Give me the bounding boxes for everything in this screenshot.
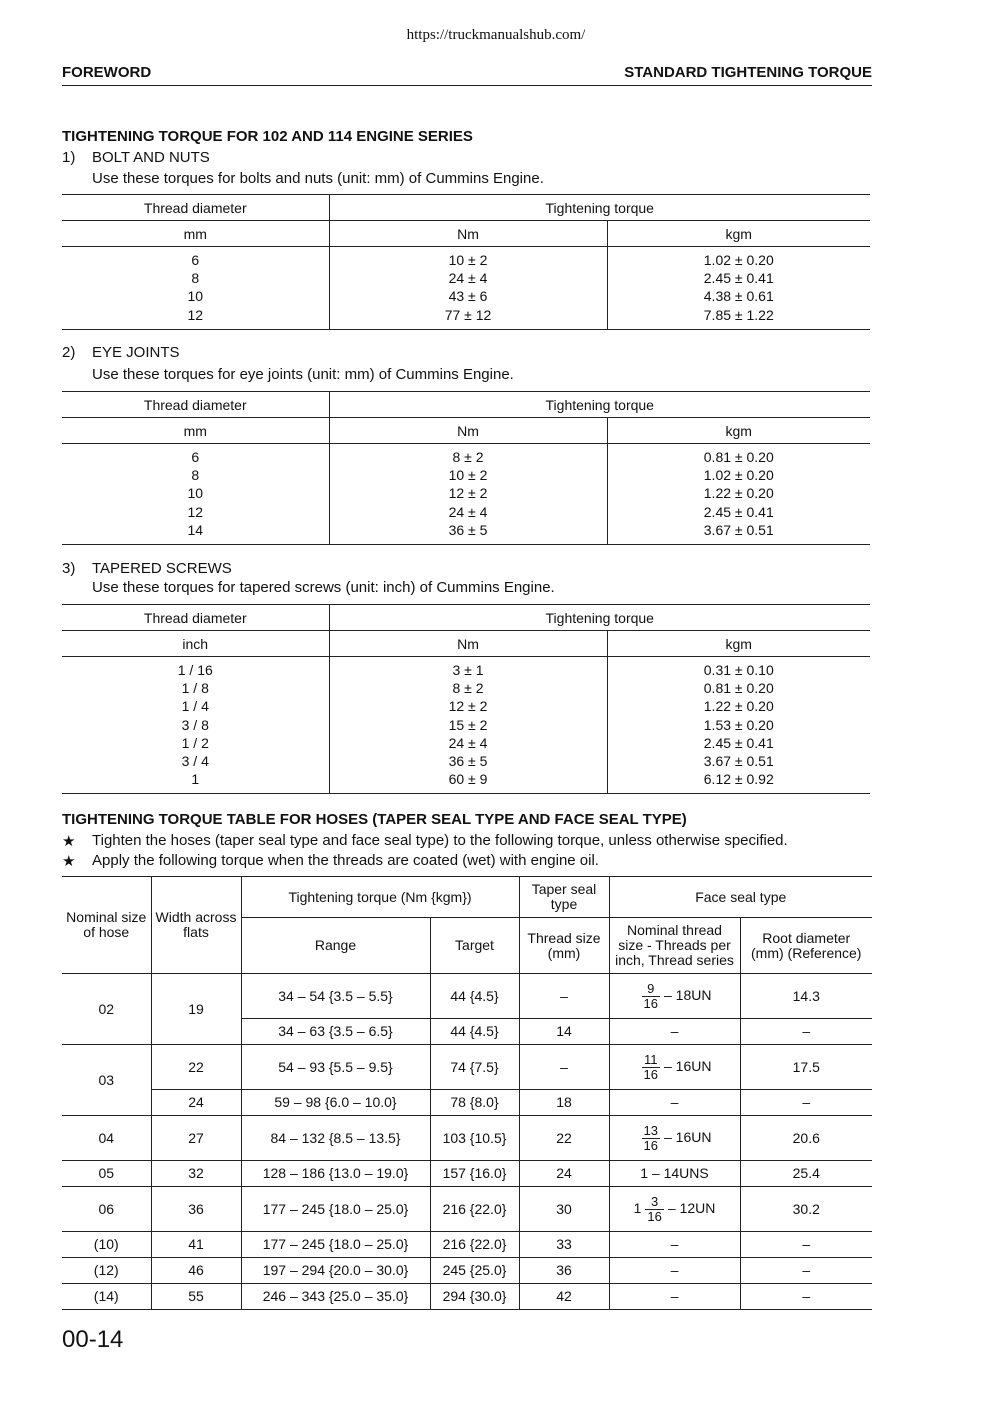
cell-diameter: 1 / 4 bbox=[181, 698, 209, 715]
cell-root: 17.5 bbox=[740, 1045, 872, 1090]
eye-description: Use these torques for eye joints (unit: mm) of Cummins Engine. bbox=[92, 366, 514, 383]
cell-width: 55 bbox=[151, 1284, 241, 1310]
cell-width: 41 bbox=[151, 1232, 241, 1258]
table-row bbox=[62, 1187, 872, 1232]
table-unit-row bbox=[62, 631, 870, 657]
header-thread-diameter: Thread diameter bbox=[62, 605, 329, 631]
unit-thread: mm bbox=[62, 221, 329, 247]
bolts-label: BOLT AND NUTS bbox=[92, 149, 210, 166]
cell-target: 216 {22.0} bbox=[430, 1187, 519, 1232]
cell-width: 24 bbox=[151, 1090, 241, 1116]
header-range: Range bbox=[241, 918, 430, 974]
cell-diameter: 1 / 8 bbox=[181, 680, 209, 697]
cell-diameter: 12 bbox=[187, 306, 204, 323]
cell-root: – bbox=[740, 1232, 872, 1258]
cell-size: (14) bbox=[62, 1284, 151, 1310]
cell-nm: 77 ± 12 bbox=[444, 306, 492, 323]
cell-root: – bbox=[740, 1284, 872, 1310]
cell-target: 74 {7.5} bbox=[430, 1045, 519, 1090]
cell-range: 177 – 245 {18.0 – 25.0} bbox=[241, 1232, 430, 1258]
cell-kgm: 0.31 ± 0.10 bbox=[703, 662, 774, 678]
cell-range: 34 – 54 {3.5 – 5.5} bbox=[241, 974, 430, 1019]
cell-size: 05 bbox=[62, 1161, 151, 1187]
header-nominal-thread-size: Nominal thread size - Threads per inch, Thread series bbox=[609, 918, 740, 974]
page-header bbox=[62, 63, 872, 86]
eye-joints-table bbox=[62, 391, 870, 545]
header-width-across-flats: Width across flats bbox=[151, 877, 241, 974]
fraction: $\frac{13}{16}$ bbox=[643, 1122, 658, 1153]
section2-title: TIGHTENING TORQUE TABLE FOR HOSES (TAPER SEAL TYPE AND FACE SEAL TYPE) bbox=[62, 811, 687, 828]
cell-diameter: 1 bbox=[191, 771, 200, 788]
cell-thread: – bbox=[519, 974, 609, 1019]
cell-kgm: 1.02 ± 0.20 bbox=[703, 252, 774, 268]
cell-thread: 14 bbox=[519, 1019, 609, 1045]
cell-nominal-thread: – bbox=[609, 1284, 740, 1310]
header-nominal-size: Nominal size of hose bbox=[62, 877, 151, 974]
cell-nm: 8 ± 2 bbox=[452, 680, 484, 697]
cell-thread: 22 bbox=[519, 1116, 609, 1161]
cell-size: 06 bbox=[62, 1187, 151, 1232]
cell-root: – bbox=[740, 1090, 872, 1116]
source-url[interactable]: https://truckmanualshub.com/ bbox=[406, 27, 586, 43]
unit-nm: Nm bbox=[329, 418, 607, 444]
cell-target: 103 {10.5} bbox=[430, 1116, 519, 1161]
cell-range: 197 – 294 {20.0 – 30.0} bbox=[241, 1258, 430, 1284]
cell-kgm: 7.85 ± 1.22 bbox=[703, 306, 774, 323]
cell-diameter: 1 / 2 bbox=[181, 734, 209, 751]
unit-nm: Nm bbox=[329, 221, 607, 247]
tapered-description: Use these torques for tapered screws (unit: inch) of Cummins Engine. bbox=[92, 579, 555, 596]
table-row bbox=[62, 1116, 872, 1161]
cell-kgm: 1.02 ± 0.20 bbox=[703, 467, 774, 484]
cell-diameter: 8 bbox=[191, 270, 200, 287]
table-row bbox=[62, 1258, 872, 1284]
header-target: Target bbox=[430, 918, 519, 974]
cell-nominal-thread: – bbox=[609, 1090, 740, 1116]
cell-nm: 12 ± 2 bbox=[448, 485, 488, 502]
table-row bbox=[62, 1232, 872, 1258]
nm-column bbox=[329, 444, 607, 545]
section1-title: TIGHTENING TORQUE FOR 102 AND 114 ENGINE SERIES bbox=[62, 128, 473, 145]
cell-size: 03 bbox=[62, 1045, 151, 1116]
hose-torque-table bbox=[62, 876, 872, 1310]
cell-nominal-thread: – bbox=[609, 1232, 740, 1258]
cell-range: 84 – 132 {8.5 – 13.5} bbox=[241, 1116, 430, 1161]
page-number: 00-14 bbox=[62, 1326, 124, 1353]
cell-root: – bbox=[740, 1019, 872, 1045]
fraction: $\frac{9}{16}$ bbox=[643, 980, 658, 1011]
hose-note-2: Apply the following torque when the threads are coated (wet) with engine oil. bbox=[92, 852, 599, 869]
table-header-row bbox=[62, 392, 870, 418]
cell-diameter: 12 bbox=[187, 503, 204, 520]
cell-nominal-thread: $\frac{11}{16}$ – 16UN bbox=[609, 1045, 740, 1090]
diameter-column bbox=[62, 444, 329, 545]
cell-width: 27 bbox=[151, 1116, 241, 1161]
cell-target: 245 {25.0} bbox=[430, 1258, 519, 1284]
cell-width: 46 bbox=[151, 1258, 241, 1284]
star-bullet-icon: ★ bbox=[62, 853, 76, 870]
cell-kgm: 0.81 ± 0.20 bbox=[703, 449, 774, 465]
cell-target: 216 {22.0} bbox=[430, 1232, 519, 1258]
cell-nominal-thread: – bbox=[609, 1019, 740, 1045]
header-taper-seal: Taper seal type bbox=[519, 877, 609, 918]
unit-kgm: kgm bbox=[607, 631, 870, 657]
header-tightening-torque: Tightening torque bbox=[329, 195, 870, 221]
kgm-column bbox=[607, 444, 870, 545]
unit-thread: inch bbox=[62, 631, 329, 657]
table-header-row bbox=[62, 605, 870, 631]
cell-range: 128 – 186 {13.0 – 19.0} bbox=[241, 1161, 430, 1187]
table-header-row bbox=[62, 195, 870, 221]
cell-diameter: 1 / 16 bbox=[177, 662, 213, 678]
header-tightening-torque: Tightening torque bbox=[329, 392, 870, 418]
cell-nm: 10 ± 2 bbox=[448, 467, 488, 484]
cell-diameter: 10 bbox=[187, 485, 204, 502]
unit-thread: mm bbox=[62, 418, 329, 444]
header-root-diameter: Root diameter (mm) (Reference) bbox=[740, 918, 872, 974]
cell-width: 36 bbox=[151, 1187, 241, 1232]
cell-nm: 24 ± 4 bbox=[448, 734, 488, 751]
table-row bbox=[62, 1284, 872, 1310]
bolts-number: 1) bbox=[62, 149, 76, 166]
cell-nominal-thread: – bbox=[609, 1258, 740, 1284]
table-row bbox=[62, 974, 872, 1019]
cell-root: 30.2 bbox=[740, 1187, 872, 1232]
bolts-table bbox=[62, 194, 870, 330]
star-bullet-icon: ★ bbox=[62, 833, 76, 850]
hose-note-1: Tighten the hoses (taper seal type and face seal type) to the following torque, unless otherwise specified. bbox=[92, 832, 788, 849]
cell-nm: 24 ± 4 bbox=[448, 503, 488, 520]
cell-range: 246 – 343 {25.0 – 35.0} bbox=[241, 1284, 430, 1310]
header-tightening-torque: Tightening torque (Nm {kgm}) bbox=[241, 877, 519, 918]
cell-size: (10) bbox=[62, 1232, 151, 1258]
header-thread-diameter: Thread diameter bbox=[62, 195, 329, 221]
header-tightening-torque: Tightening torque bbox=[329, 605, 870, 631]
cell-thread: – bbox=[519, 1045, 609, 1090]
cell-target: 78 {8.0} bbox=[430, 1090, 519, 1116]
cell-diameter: 8 bbox=[191, 467, 200, 484]
cell-kgm: 1.22 ± 0.20 bbox=[703, 485, 774, 502]
cell-nm: 12 ± 2 bbox=[448, 698, 488, 715]
cell-kgm: 2.45 ± 0.41 bbox=[703, 503, 774, 520]
cell-diameter: 14 bbox=[187, 521, 204, 538]
cell-root: 25.4 bbox=[740, 1161, 872, 1187]
cell-thread: 24 bbox=[519, 1161, 609, 1187]
cell-size: (12) bbox=[62, 1258, 151, 1284]
cell-thread: 36 bbox=[519, 1258, 609, 1284]
nm-column bbox=[329, 657, 607, 794]
cell-kgm: 3.67 ± 0.51 bbox=[703, 521, 774, 538]
diameter-column bbox=[62, 657, 329, 794]
cell-nm: 43 ± 6 bbox=[448, 288, 488, 305]
eye-number: 2) bbox=[62, 344, 76, 361]
cell-nm: 36 ± 5 bbox=[448, 752, 488, 769]
cell-kgm: 3.67 ± 0.51 bbox=[703, 752, 774, 769]
header-face-seal: Face seal type bbox=[609, 877, 872, 918]
fraction: $\frac{3}{16}$ bbox=[647, 1193, 662, 1224]
header-left: FOREWORD bbox=[62, 64, 152, 81]
cell-kgm: 2.45 ± 0.41 bbox=[703, 270, 774, 287]
header-right: STANDARD TIGHTENING TORQUE bbox=[624, 64, 872, 81]
kgm-column bbox=[607, 657, 870, 794]
cell-nominal-thread: $\frac{13}{16}$ – 16UN bbox=[609, 1116, 740, 1161]
cell-kgm: 6.12 ± 0.92 bbox=[703, 771, 774, 788]
cell-size: 04 bbox=[62, 1116, 151, 1161]
table-row bbox=[62, 1045, 872, 1090]
cell-root: 20.6 bbox=[740, 1116, 872, 1161]
nm-column bbox=[329, 247, 607, 330]
cell-target: 157 {16.0} bbox=[430, 1161, 519, 1187]
table-body-row bbox=[62, 444, 870, 545]
bolts-description: Use these torques for bolts and nuts (unit: mm) of Cummins Engine. bbox=[92, 170, 544, 187]
table-unit-row bbox=[62, 221, 870, 247]
cell-diameter: 3 / 8 bbox=[181, 716, 209, 733]
cell-range: 59 – 98 {6.0 – 10.0} bbox=[241, 1090, 430, 1116]
cell-kgm: 4.38 ± 0.61 bbox=[703, 288, 774, 305]
kgm-column bbox=[607, 247, 870, 330]
cell-nominal-thread: 1 $\frac{3}{16}$ – 12UN bbox=[609, 1187, 740, 1232]
fraction: $\frac{11}{16}$ bbox=[643, 1051, 658, 1082]
cell-root: – bbox=[740, 1258, 872, 1284]
cell-thread: 18 bbox=[519, 1090, 609, 1116]
cell-kgm: 2.45 ± 0.41 bbox=[703, 734, 774, 751]
cell-width: 19 bbox=[151, 974, 241, 1045]
cell-nm: 8 ± 2 bbox=[452, 449, 484, 465]
unit-nm: Nm bbox=[329, 631, 607, 657]
cell-nm: 36 ± 5 bbox=[448, 521, 488, 538]
cell-diameter: 6 bbox=[191, 252, 200, 268]
cell-range: 54 – 93 {5.5 – 9.5} bbox=[241, 1045, 430, 1090]
table-header-row bbox=[62, 877, 872, 918]
cell-target: 44 {4.5} bbox=[430, 974, 519, 1019]
cell-diameter: 6 bbox=[191, 449, 200, 465]
cell-range: 34 – 63 {3.5 – 6.5} bbox=[241, 1019, 430, 1045]
table-row bbox=[62, 1090, 872, 1116]
cell-root: 14.3 bbox=[740, 974, 872, 1019]
unit-kgm: kgm bbox=[607, 221, 870, 247]
cell-nominal-thread: $\frac{9}{16}$ – 18UN bbox=[609, 974, 740, 1019]
cell-diameter: 3 / 4 bbox=[181, 752, 209, 769]
tapered-number: 3) bbox=[62, 560, 76, 577]
cell-nm: 10 ± 2 bbox=[448, 252, 488, 268]
table-row bbox=[62, 1161, 872, 1187]
table-unit-row bbox=[62, 418, 870, 444]
cell-diameter: 10 bbox=[187, 288, 204, 305]
tapered-label: TAPERED SCREWS bbox=[92, 560, 232, 577]
table-body-row bbox=[62, 657, 870, 794]
eye-label: EYE JOINTS bbox=[92, 344, 180, 361]
cell-nm: 15 ± 2 bbox=[448, 716, 488, 733]
cell-thread: 42 bbox=[519, 1284, 609, 1310]
cell-kgm: 1.22 ± 0.20 bbox=[703, 698, 774, 715]
cell-nm: 24 ± 4 bbox=[448, 270, 488, 287]
header-thread-diameter: Thread diameter bbox=[62, 392, 329, 418]
tapered-screws-table bbox=[62, 604, 870, 794]
cell-nm: 3 ± 1 bbox=[452, 662, 484, 678]
cell-kgm: 0.81 ± 0.20 bbox=[703, 680, 774, 697]
cell-width: 32 bbox=[151, 1161, 241, 1187]
cell-range: 177 – 245 {18.0 – 25.0} bbox=[241, 1187, 430, 1232]
cell-target: 44 {4.5} bbox=[430, 1019, 519, 1045]
cell-thread: 33 bbox=[519, 1232, 609, 1258]
unit-kgm: kgm bbox=[607, 418, 870, 444]
table-body-row bbox=[62, 247, 870, 330]
cell-thread: 30 bbox=[519, 1187, 609, 1232]
cell-size: 02 bbox=[62, 974, 151, 1045]
cell-nm: 60 ± 9 bbox=[448, 771, 488, 788]
header-thread-size: Thread size (mm) bbox=[519, 918, 609, 974]
cell-kgm: 1.53 ± 0.20 bbox=[703, 716, 774, 733]
cell-nominal-thread: 1 – 14UNS bbox=[609, 1161, 740, 1187]
cell-target: 294 {30.0} bbox=[430, 1284, 519, 1310]
diameter-column bbox=[62, 247, 329, 330]
cell-width: 22 bbox=[151, 1045, 241, 1090]
